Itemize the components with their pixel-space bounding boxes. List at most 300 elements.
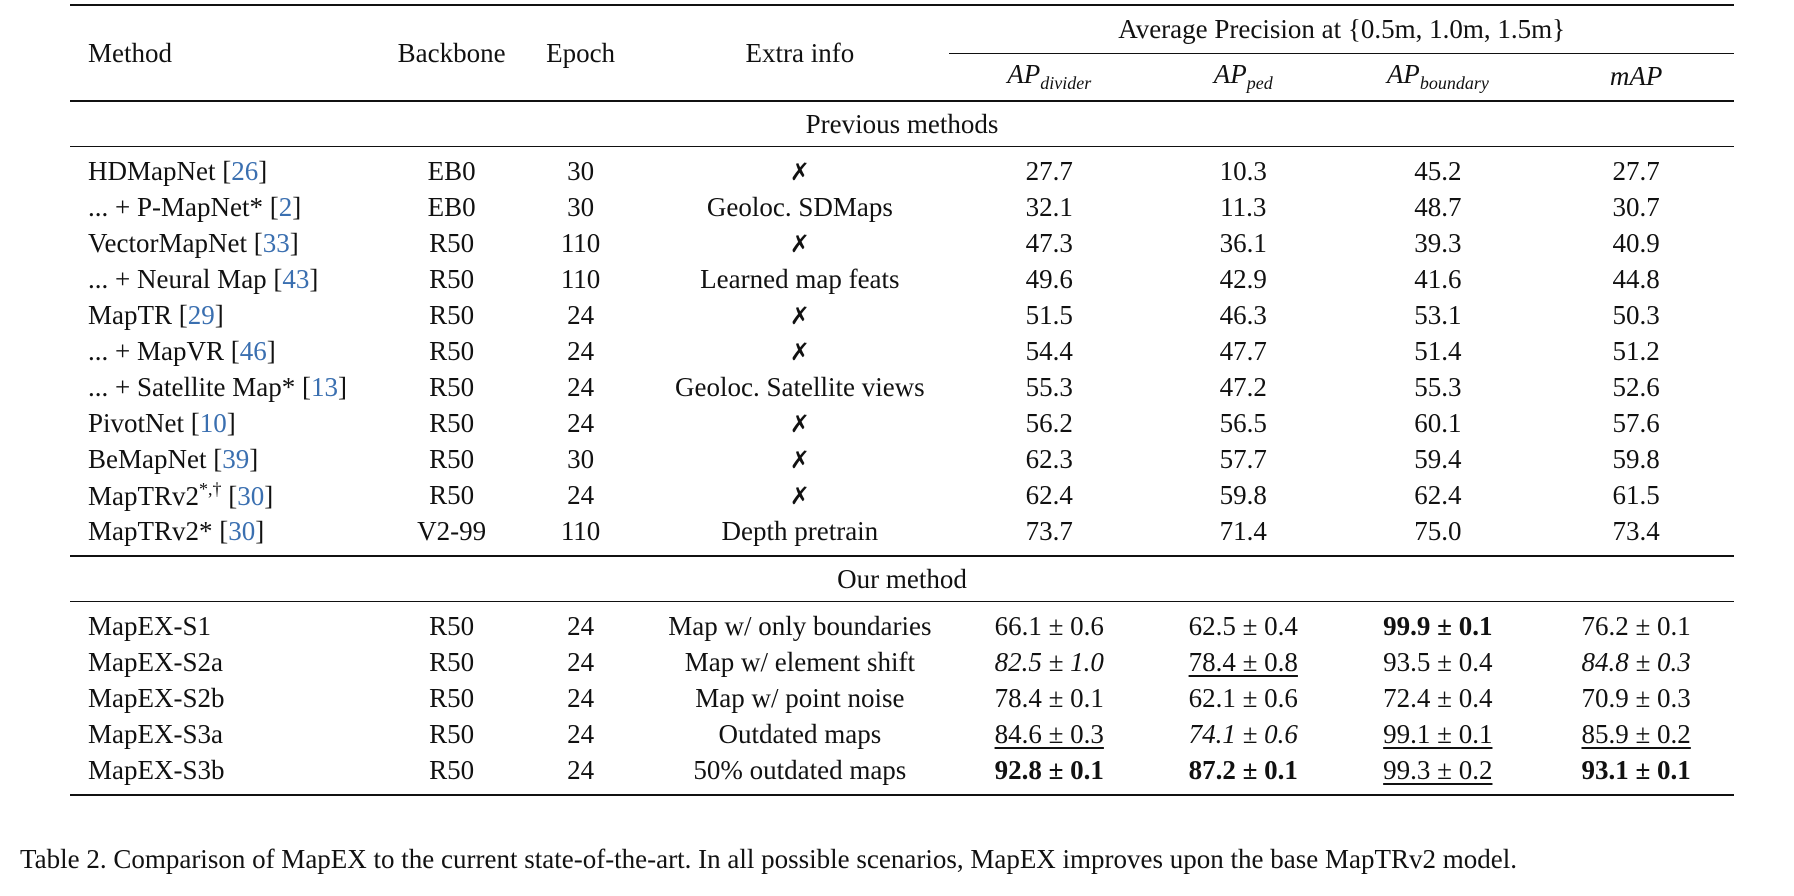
- ap-divider-cell: [949, 405, 1149, 441]
- method-cell: [70, 369, 392, 405]
- map-cell: [1538, 189, 1734, 225]
- map-cell: [1538, 441, 1734, 477]
- backbone-value: R50: [429, 610, 475, 641]
- ap-divider-cell: [949, 644, 1149, 680]
- method-cell: [70, 608, 392, 644]
- ap-divider-cell: [949, 369, 1149, 405]
- ap-boundary-cell: [1337, 189, 1538, 225]
- citation-close: ]: [266, 335, 276, 366]
- table-row: [70, 716, 1734, 752]
- ap-boundary-cell: [1337, 716, 1538, 752]
- ap-boundary-cell: [1337, 644, 1538, 680]
- map-cell: [1538, 297, 1734, 333]
- table-row: [70, 369, 1734, 405]
- ap-ped-value: 57.7: [1219, 443, 1267, 474]
- epoch-cell: [511, 405, 651, 441]
- ap-boundary-value: 51.4: [1414, 335, 1462, 366]
- extra-value: Learned map feats: [700, 263, 900, 294]
- ap-divider-value: 92.8 ± 0.1: [994, 754, 1104, 785]
- map-cell: [1538, 477, 1734, 513]
- ap-ped-value: 47.2: [1219, 371, 1267, 402]
- epoch-cell: [511, 369, 651, 405]
- ap-boundary-cell: [1337, 477, 1538, 513]
- ap-ped-cell: [1149, 752, 1337, 795]
- citation-link[interactable]: 26: [231, 155, 259, 186]
- extra-cell: [650, 477, 949, 513]
- ap-ped-value: 71.4: [1219, 515, 1267, 546]
- citation-link[interactable]: 13: [310, 371, 338, 402]
- epoch-value: 24: [567, 335, 595, 366]
- table-row: [70, 513, 1734, 556]
- table-row: [70, 477, 1734, 513]
- ap-divider-cell: [949, 513, 1149, 556]
- map-value: 85.9 ± 0.2: [1581, 718, 1691, 749]
- extra-value: Depth pretrain: [721, 515, 879, 546]
- epoch-value: 24: [567, 682, 595, 713]
- method-name: MapTRv2: [88, 480, 199, 511]
- ap-boundary-cell: [1337, 441, 1538, 477]
- ap-divider-value: 54.4: [1025, 335, 1073, 366]
- ap-divider-value: 82.5 ± 1.0: [994, 646, 1104, 677]
- ap-divider-value: 32.1: [1025, 191, 1073, 222]
- epoch-value: 110: [560, 515, 601, 546]
- epoch-cell: [511, 333, 651, 369]
- ap-ped-value: 59.8: [1219, 479, 1267, 510]
- extra-value: ✗: [789, 229, 810, 258]
- header-backbone: Backbone: [392, 5, 510, 101]
- ap-ped-cell: [1149, 680, 1337, 716]
- citation-close: ]: [255, 515, 265, 546]
- ap-divider-cell: [949, 297, 1149, 333]
- method-cell: [70, 680, 392, 716]
- extra-cell: [650, 333, 949, 369]
- ap-ped-cell: [1149, 261, 1337, 297]
- method-name: ... + MapVR [: [88, 335, 240, 366]
- ap-ped-value: 42.9: [1219, 263, 1267, 294]
- header-ap-divider-base: AP: [1007, 59, 1041, 90]
- extra-value: Geoloc. Satellite views: [675, 371, 925, 402]
- map-cell: [1538, 333, 1734, 369]
- backbone-value: EB0: [427, 155, 476, 186]
- ap-boundary-value: 60.1: [1414, 407, 1462, 438]
- ap-divider-value: 51.5: [1025, 299, 1073, 330]
- backbone-cell: [392, 297, 510, 333]
- table-row: [70, 608, 1734, 644]
- ap-boundary-value: 53.1: [1414, 299, 1462, 330]
- ap-divider-cell: [949, 189, 1149, 225]
- ap-ped-value: 36.1: [1219, 227, 1267, 258]
- backbone-value: V2-99: [417, 515, 487, 546]
- header-row-1: [70, 5, 1734, 53]
- method-name: VectorMapNet [: [88, 227, 263, 258]
- ap-boundary-value: 99.9 ± 0.1: [1383, 610, 1493, 641]
- table-row: [70, 752, 1734, 795]
- map-cell: [1538, 369, 1734, 405]
- method-cell: [70, 441, 392, 477]
- ap-divider-value: 49.6: [1025, 263, 1073, 294]
- table-caption: Table 2. Comparison of MapEX to the current state-of-the-art. In all possible scenarios, MapEX improves upon the base MapTRv2 model.: [20, 844, 1517, 874]
- ap-divider-value: 62.4: [1025, 479, 1073, 510]
- table-row: [70, 644, 1734, 680]
- method-name: ... + Satellite Map* [: [88, 371, 311, 402]
- epoch-cell: [511, 716, 651, 752]
- method-name: MapTR [: [88, 299, 188, 330]
- ap-ped-cell: [1149, 405, 1337, 441]
- epoch-value: 24: [567, 299, 595, 330]
- table-row: [70, 225, 1734, 261]
- epoch-cell: [511, 297, 651, 333]
- ap-ped-value: 87.2 ± 0.1: [1188, 754, 1298, 785]
- header-epoch: Epoch: [511, 5, 651, 101]
- backbone-value: R50: [429, 718, 475, 749]
- method-cell: [70, 644, 392, 680]
- extra-cell: [650, 716, 949, 752]
- map-value: 51.2: [1612, 335, 1660, 366]
- method-name: MapEX-S2b: [88, 682, 225, 713]
- epoch-value: 24: [567, 371, 595, 402]
- extra-value: Geoloc. SDMaps: [706, 191, 893, 222]
- header-ap-boundary-base: AP: [1386, 59, 1420, 90]
- method-cell: [70, 752, 392, 795]
- ap-ped-cell: [1149, 369, 1337, 405]
- ap-ped-value: 56.5: [1219, 407, 1267, 438]
- backbone-cell: [392, 153, 510, 189]
- extra-value: Map w/ point noise: [695, 682, 905, 713]
- header-ap-boundary-sub: boundary: [1419, 73, 1489, 94]
- ap-divider-cell: [949, 441, 1149, 477]
- ap-boundary-value: 99.3 ± 0.2: [1383, 754, 1493, 785]
- header-ap-group: Average Precision at {0.5m, 1.0m, 1.5m}: [949, 5, 1734, 53]
- citation-close: ]: [258, 155, 268, 186]
- backbone-value: R50: [429, 754, 475, 785]
- backbone-cell: [392, 716, 510, 752]
- ap-divider-cell: [949, 608, 1149, 644]
- header-ap-boundary: [1337, 53, 1538, 101]
- ap-boundary-value: 62.4: [1414, 479, 1462, 510]
- table-row: [70, 405, 1734, 441]
- ap-boundary-value: 48.7: [1414, 191, 1462, 222]
- ap-boundary-cell: [1337, 225, 1538, 261]
- extra-cell: [650, 644, 949, 680]
- map-value: 93.1 ± 0.1: [1581, 754, 1691, 785]
- table-row: [70, 153, 1734, 189]
- ap-divider-cell: [949, 153, 1149, 189]
- epoch-value: 24: [567, 407, 595, 438]
- extra-cell: [650, 369, 949, 405]
- ap-boundary-cell: [1337, 369, 1538, 405]
- backbone-cell: [392, 441, 510, 477]
- table-body: [70, 101, 1734, 795]
- ap-ped-cell: [1149, 225, 1337, 261]
- header-ap-ped-sub: ped: [1246, 73, 1273, 94]
- map-value: 76.2 ± 0.1: [1581, 610, 1691, 641]
- method-cell: [70, 716, 392, 752]
- ap-divider-value: 73.7: [1025, 515, 1073, 546]
- ap-divider-cell: [949, 680, 1149, 716]
- map-value: 40.9: [1612, 227, 1660, 258]
- extra-value: 50% outdated maps: [693, 754, 907, 785]
- ap-ped-value: 11.3: [1220, 191, 1267, 222]
- backbone-cell: [392, 608, 510, 644]
- table-row: [70, 297, 1734, 333]
- map-cell: [1538, 716, 1734, 752]
- map-value: 70.9 ± 0.3: [1581, 682, 1691, 713]
- extra-cell: [650, 752, 949, 795]
- method-cell: [70, 189, 392, 225]
- ap-divider-cell: [949, 261, 1149, 297]
- ap-divider-value: 84.6 ± 0.3: [994, 718, 1104, 749]
- ap-divider-cell: [949, 333, 1149, 369]
- backbone-value: R50: [429, 646, 475, 677]
- backbone-cell: [392, 752, 510, 795]
- epoch-cell: [511, 441, 651, 477]
- ap-ped-value: 47.7: [1219, 335, 1267, 366]
- extra-cell: [650, 261, 949, 297]
- citation-link[interactable]: 33: [262, 227, 290, 258]
- ap-ped-cell: [1149, 716, 1337, 752]
- ap-ped-cell: [1149, 153, 1337, 189]
- map-value: 61.5: [1612, 479, 1660, 510]
- epoch-cell: [511, 680, 651, 716]
- ap-divider-value: 27.7: [1025, 155, 1073, 186]
- map-cell: [1538, 513, 1734, 556]
- ap-divider-value: 47.3: [1025, 227, 1073, 258]
- ap-ped-cell: [1149, 333, 1337, 369]
- ap-ped-cell: [1149, 477, 1337, 513]
- citation-link[interactable]: 43: [282, 263, 310, 294]
- ap-boundary-value: 93.5 ± 0.4: [1383, 646, 1493, 677]
- method-cell: [70, 513, 392, 556]
- ap-ped-value: 62.1 ± 0.6: [1188, 682, 1298, 713]
- extra-value: ✗: [789, 337, 810, 366]
- extra-cell: [650, 441, 949, 477]
- backbone-value: R50: [429, 263, 475, 294]
- ap-boundary-cell: [1337, 333, 1538, 369]
- epoch-cell: [511, 477, 651, 513]
- backbone-value: R50: [429, 371, 475, 402]
- ap-ped-value: 10.3: [1219, 155, 1267, 186]
- epoch-cell: [511, 261, 651, 297]
- epoch-value: 24: [567, 610, 595, 641]
- citation-link[interactable]: 39: [222, 443, 250, 474]
- table-row: [70, 441, 1734, 477]
- epoch-cell: [511, 752, 651, 795]
- results-table-container: [70, 4, 1734, 796]
- map-value: 27.7: [1612, 155, 1660, 186]
- backbone-value: R50: [429, 335, 475, 366]
- citation-close: ]: [289, 227, 299, 258]
- backbone-cell: [392, 225, 510, 261]
- method-cell: [70, 261, 392, 297]
- ap-boundary-value: 39.3: [1414, 227, 1462, 258]
- ap-divider-cell: [949, 225, 1149, 261]
- header-method: Method: [70, 5, 392, 101]
- extra-cell: [650, 680, 949, 716]
- epoch-value: 24: [567, 754, 595, 785]
- method-name: BeMapNet [: [88, 443, 223, 474]
- citation-close: ]: [214, 299, 224, 330]
- ap-divider-cell: [949, 752, 1149, 795]
- method-name: PivotNet [: [88, 407, 200, 438]
- method-cell: [70, 153, 392, 189]
- map-value: 59.8: [1612, 443, 1660, 474]
- ap-ped-cell: [1149, 297, 1337, 333]
- header-ap-ped: [1149, 53, 1337, 101]
- header-ap-divider-sub: divider: [1040, 73, 1092, 94]
- backbone-cell: [392, 477, 510, 513]
- backbone-cell: [392, 261, 510, 297]
- method-cell: [70, 297, 392, 333]
- ap-ped-cell: [1149, 513, 1337, 556]
- map-value: 73.4: [1612, 515, 1660, 546]
- backbone-cell: [392, 333, 510, 369]
- ap-boundary-value: 75.0: [1414, 515, 1462, 546]
- map-value: 50.3: [1612, 299, 1660, 330]
- extra-value: Outdated maps: [718, 718, 882, 749]
- table-row: [70, 189, 1734, 225]
- citation-close: ]: [337, 371, 347, 402]
- section-title: Our method: [70, 556, 1734, 602]
- ap-boundary-cell: [1337, 608, 1538, 644]
- section-header-row: [70, 101, 1734, 147]
- ap-ped-value: 74.1 ± 0.6: [1188, 718, 1298, 749]
- extra-cell: [650, 297, 949, 333]
- epoch-value: 110: [560, 263, 601, 294]
- header-extra-info: Extra info: [650, 5, 949, 101]
- ap-boundary-value: 41.6: [1414, 263, 1462, 294]
- backbone-cell: [392, 644, 510, 680]
- extra-value: ✗: [789, 481, 810, 510]
- table-row: [70, 333, 1734, 369]
- ap-boundary-cell: [1337, 752, 1538, 795]
- map-value: 84.8 ± 0.3: [1581, 646, 1691, 677]
- ap-divider-value: 56.2: [1025, 407, 1073, 438]
- extra-cell: [650, 405, 949, 441]
- section-header-row: [70, 556, 1734, 602]
- backbone-value: R50: [429, 227, 475, 258]
- backbone-value: R50: [429, 299, 475, 330]
- section-title: Previous methods: [70, 101, 1734, 147]
- ap-divider-value: 55.3: [1025, 371, 1073, 402]
- map-value: 57.6: [1612, 407, 1660, 438]
- extra-cell: [650, 153, 949, 189]
- extra-cell: [650, 608, 949, 644]
- method-cell: [70, 333, 392, 369]
- ap-boundary-value: 55.3: [1414, 371, 1462, 402]
- ap-boundary-cell: [1337, 680, 1538, 716]
- map-cell: [1538, 153, 1734, 189]
- map-cell: [1538, 261, 1734, 297]
- backbone-cell: [392, 405, 510, 441]
- backbone-cell: [392, 369, 510, 405]
- epoch-cell: [511, 225, 651, 261]
- map-cell: [1538, 752, 1734, 795]
- ap-ped-value: 78.4 ± 0.8: [1188, 646, 1298, 677]
- epoch-cell: [511, 644, 651, 680]
- citation-close: ]: [292, 191, 302, 222]
- extra-value: ✗: [789, 409, 810, 438]
- method-cell: [70, 225, 392, 261]
- citation-close: ]: [226, 407, 236, 438]
- backbone-value: R50: [429, 682, 475, 713]
- citation-link[interactable]: 46: [239, 335, 267, 366]
- ap-boundary-value: 59.4: [1414, 443, 1462, 474]
- citation-link[interactable]: 30: [237, 480, 265, 511]
- citation-link[interactable]: 30: [228, 515, 256, 546]
- ap-divider-value: 78.4 ± 0.1: [994, 682, 1104, 713]
- method-name: HDMapNet [: [88, 155, 232, 186]
- ap-boundary-cell: [1337, 513, 1538, 556]
- ap-boundary-value: 99.1 ± 0.1: [1383, 718, 1493, 749]
- header-ap-divider: [949, 53, 1149, 101]
- epoch-value: 24: [567, 646, 595, 677]
- backbone-value: R50: [429, 443, 475, 474]
- ap-ped-cell: [1149, 608, 1337, 644]
- epoch-value: 110: [560, 227, 601, 258]
- ap-boundary-cell: [1337, 405, 1538, 441]
- citation-close: ]: [264, 480, 274, 511]
- results-table: [70, 4, 1734, 796]
- extra-cell: [650, 189, 949, 225]
- ap-boundary-value: 45.2: [1414, 155, 1462, 186]
- ap-boundary-cell: [1337, 261, 1538, 297]
- table-row: [70, 261, 1734, 297]
- ap-divider-value: 66.1 ± 0.6: [994, 610, 1104, 641]
- epoch-value: 30: [567, 443, 595, 474]
- backbone-cell: [392, 680, 510, 716]
- extra-value: Map w/ element shift: [684, 646, 915, 677]
- citation-link[interactable]: 29: [187, 299, 215, 330]
- epoch-value: 24: [567, 479, 595, 510]
- citation-link[interactable]: 10: [199, 407, 227, 438]
- ap-boundary-cell: [1337, 153, 1538, 189]
- ap-ped-value: 62.5 ± 0.4: [1188, 610, 1298, 641]
- map-value: 30.7: [1612, 191, 1660, 222]
- map-cell: [1538, 644, 1734, 680]
- epoch-cell: [511, 189, 651, 225]
- backbone-value: R50: [429, 407, 475, 438]
- ap-boundary-value: 72.4 ± 0.4: [1383, 682, 1493, 713]
- method-name: MapEX-S1: [88, 610, 211, 641]
- epoch-cell: [511, 513, 651, 556]
- method-name: MapTRv2* [: [88, 515, 229, 546]
- map-value: 52.6: [1612, 371, 1660, 402]
- ap-divider-value: 62.3: [1025, 443, 1073, 474]
- citation-close: ]: [309, 263, 319, 294]
- extra-value: Map w/ only boundaries: [668, 610, 932, 641]
- map-cell: [1538, 608, 1734, 644]
- method-name: MapEX-S3a: [88, 718, 223, 749]
- extra-value: ✗: [789, 445, 810, 474]
- method-name: MapEX-S2a: [88, 646, 223, 677]
- ap-ped-value: 46.3: [1219, 299, 1267, 330]
- epoch-value: 30: [567, 191, 595, 222]
- epoch-value: 24: [567, 718, 595, 749]
- epoch-cell: [511, 153, 651, 189]
- citation-close: ]: [249, 443, 259, 474]
- extra-cell: [650, 225, 949, 261]
- ap-boundary-cell: [1337, 297, 1538, 333]
- method-name: ... + P-MapNet* [: [88, 191, 279, 222]
- backbone-cell: [392, 513, 510, 556]
- backbone-value: EB0: [427, 191, 476, 222]
- epoch-cell: [511, 608, 651, 644]
- method-cell: MapTRv2*,† [30]: [88, 478, 274, 511]
- citation-link[interactable]: 2: [278, 191, 293, 222]
- header-map: mAP: [1538, 53, 1734, 101]
- method-superscript: *,†: [199, 478, 222, 499]
- table-row: [70, 680, 1734, 716]
